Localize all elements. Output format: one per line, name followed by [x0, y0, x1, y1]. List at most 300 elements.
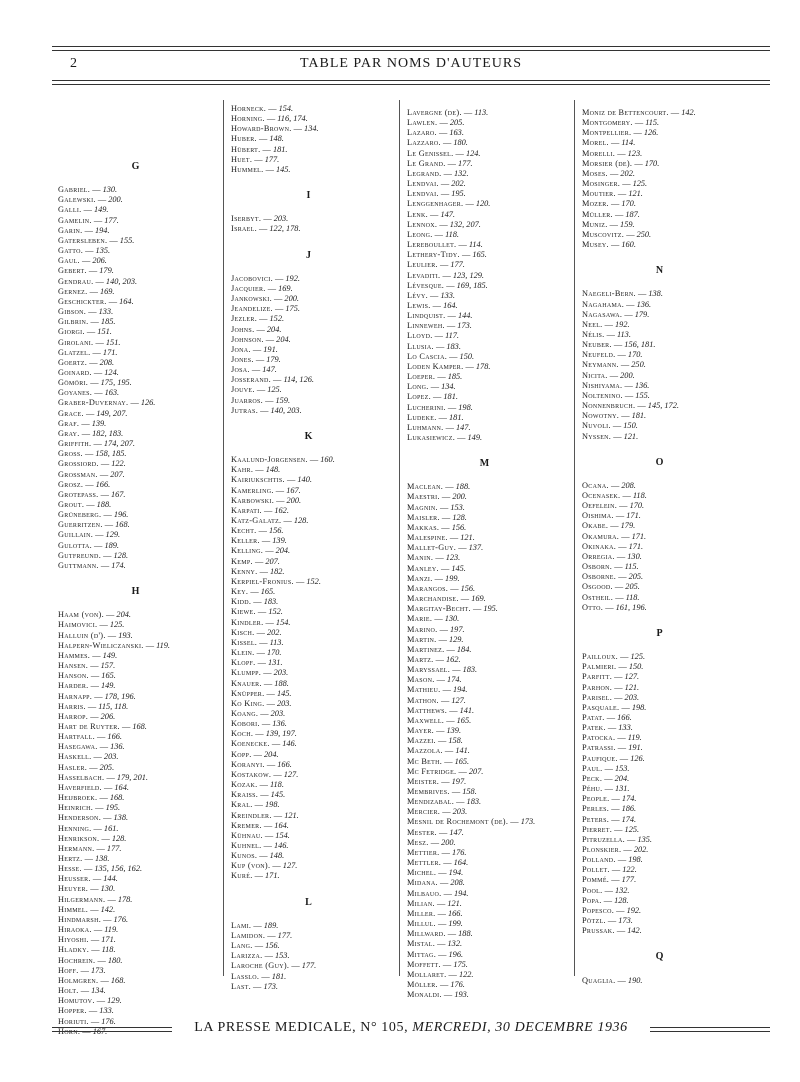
author-entry: Osborne. — 205.	[582, 572, 644, 582]
author-entry: Kühnau. — 154.	[231, 830, 290, 840]
author-entry: Heijbroek. — 168.	[58, 793, 125, 803]
author-entry: Kecht. — 156.	[231, 526, 284, 536]
page-header	[52, 56, 770, 76]
author-entry: Lennox. — 132, 207.	[407, 219, 481, 229]
author-entry: Peters. — 174.	[582, 814, 637, 824]
author-entry: Gulotta. — 189.	[58, 540, 119, 550]
author-entry: Johns. — 204.	[231, 324, 282, 334]
author-entry: Haskell. — 203.	[58, 752, 119, 762]
author-entry: Mathieu. — 194.	[407, 685, 468, 695]
author-entry: Mester. — 147.	[407, 827, 464, 837]
author-entry: Ostheil. — 118.	[582, 592, 640, 602]
author-entry: Quaglia. — 190.	[582, 975, 643, 985]
author-entry: Nagahama. — 136.	[582, 299, 652, 309]
author-entry: Hindmarsh. — 176.	[58, 914, 129, 924]
author-entry: Okamura. — 171.	[582, 531, 647, 541]
author-entry: Lawlen. — 205.	[407, 118, 465, 128]
author-entry: Lopez. — 181.	[407, 392, 458, 402]
author-entry: Midana. — 208.	[407, 878, 465, 888]
author-entry: Haam (von). — 204.	[58, 610, 131, 620]
author-entry: Haverfield. — 164.	[58, 782, 129, 792]
author-entry: Horn. — 167.	[58, 1026, 108, 1036]
author-entry: Hertz. — 138.	[58, 854, 110, 863]
author-entry: Harrop. — 206.	[58, 711, 116, 721]
author-entry: Jutras. — 140, 203.	[231, 405, 302, 415]
author-entry: People. — 174.	[582, 794, 637, 804]
author-entry: Ocenasek. — 118.	[582, 491, 647, 500]
author-entry: Halluin (d'). — 193.	[58, 630, 133, 640]
author-entry: Patat. — 166.	[582, 712, 632, 722]
author-entry: Mettier. — 176.	[407, 847, 467, 857]
author-entry: Muscovitz. — 250.	[582, 229, 652, 239]
author-entry: Manin. — 123.	[407, 553, 461, 563]
author-entry: Goinard. — 124.	[58, 367, 119, 377]
author-entry: Mosinger. — 125.	[582, 179, 648, 189]
author-entry: Hiyoshi. — 171.	[58, 935, 116, 945]
author-entry: Pollet. — 122.	[582, 865, 637, 875]
author-entry: Glatzel. — 171.	[58, 347, 118, 357]
author-entry: Laroche (Guy). — 177.	[231, 961, 317, 971]
author-entry: Lévy. — 133.	[407, 290, 455, 300]
author-entry: Levaditi. — 123, 129.	[407, 270, 484, 280]
author-entry: Grossiord. — 122.	[58, 459, 126, 469]
column-divider-2	[399, 100, 400, 976]
footer-publication: LA PRESSE MEDICALE, N° 105,	[194, 1020, 409, 1035]
author-entry: Nicita. — 200.	[582, 370, 635, 380]
author-entry: Lami. — 189.	[231, 920, 279, 930]
author-entry: Kisch. — 202.	[231, 627, 282, 637]
author-entry: Kidd. — 183.	[231, 597, 279, 607]
author-entry: Loden Kamper. — 178.	[407, 361, 491, 371]
page-footer	[52, 1020, 770, 1036]
author-entry: Okabe. — 179.	[582, 521, 636, 531]
author-entry: Howard-Brown. — 134.	[231, 124, 319, 134]
footer-rule-left	[52, 1027, 172, 1032]
author-entry: Gebert. — 179.	[58, 266, 114, 276]
author-entry: Martin. — 129.	[407, 634, 464, 644]
author-entry: Hladky. — 118.	[58, 945, 116, 955]
author-entry: Polland. — 198.	[582, 855, 643, 865]
author-entry: Mayer. — 139.	[407, 726, 462, 736]
author-entry: Jezler. — 152.	[231, 314, 285, 324]
author-entry: Morsier (de). — 170.	[582, 158, 660, 168]
author-entry: Kairiukschtis. — 140.	[231, 475, 312, 485]
author-entry: Horneck. — 154.	[231, 104, 294, 113]
author-entry: Holmgren. — 168.	[58, 975, 126, 985]
author-entry: Jacobovici. — 192.	[231, 273, 300, 283]
author-entry: Muniz. — 159.	[582, 219, 635, 229]
author-entry: Geschickter. — 164.	[58, 296, 134, 306]
author-entry: Matthews. — 141.	[407, 705, 475, 715]
author-entry: Israel. — 122, 178.	[231, 224, 301, 234]
author-entry: Mallet-Guy. — 137.	[407, 543, 484, 553]
author-column-1	[58, 146, 213, 1037]
author-entry: Ocana. — 208.	[582, 480, 636, 490]
author-entry: Katz-Galatz. — 128.	[231, 516, 309, 525]
section-letter-g: G	[131, 161, 140, 172]
author-entry: Hartfall. — 166.	[58, 732, 122, 742]
author-entry: Mittag. — 196.	[407, 949, 464, 959]
author-entry: Galli. — 149.	[58, 205, 109, 215]
author-entry: Mazzei. — 158.	[407, 736, 463, 746]
author-entry: Nélis. — 113.	[582, 329, 631, 339]
author-entry: Ko King. — 203.	[231, 698, 292, 708]
author-entry: Gendrau. — 140, 203.	[58, 276, 138, 286]
author-entry: Pailloux. — 125.	[582, 652, 646, 662]
author-entry: Kobori. — 136.	[231, 719, 287, 729]
author-entry: Giorgi. — 151.	[58, 327, 112, 337]
author-entry: Popa. — 128.	[582, 895, 629, 905]
author-entry: Nowotny. — 181.	[582, 411, 647, 421]
author-entry: Nishiyama. — 136.	[582, 380, 650, 390]
author-entry: Moses. — 202.	[582, 168, 635, 178]
author-entry: Prussak. — 142.	[582, 926, 642, 936]
author-entry: Le Grand. — 177.	[407, 158, 473, 168]
author-entry: Gross. — 158, 185.	[58, 449, 127, 459]
author-entry: Klopf. — 131.	[231, 658, 283, 668]
author-entry: Lazaro. — 163.	[407, 128, 464, 138]
author-entry: Neel. — 192.	[582, 319, 630, 329]
author-entry: Ludeke. — 181.	[407, 412, 464, 422]
author-entry: Gilbrin. — 185.	[58, 317, 116, 327]
author-entry: Guillain. — 129.	[58, 530, 121, 540]
author-entry: Millward. — 188.	[407, 929, 473, 939]
author-entry: Miller. — 166.	[407, 908, 463, 918]
author-entry: Milbauo. — 194.	[407, 888, 469, 898]
author-entry: Mason. — 174.	[407, 675, 462, 685]
author-entry: Goyanes. — 163.	[58, 388, 120, 398]
author-entry: Musey. — 160.	[582, 240, 636, 250]
author-entry: Josa. — 147.	[231, 365, 277, 375]
author-entry: Harnapp. — 178, 196.	[58, 691, 136, 701]
author-entry: Gernez. — 169.	[58, 286, 115, 296]
author-entry: Membrives. — 158.	[407, 787, 477, 796]
author-entry: Knüpper. — 145.	[231, 688, 292, 698]
footer-date: MERCREDI, 30 DECEMBRE 1936	[412, 1020, 628, 1035]
author-entry: Haimovici. — 125.	[58, 620, 125, 630]
author-entry: Lavergne (de). — 113.	[407, 108, 489, 117]
author-entry: Moffett. — 175.	[407, 959, 468, 969]
author-entry: Kerpiel-Fronius. — 152.	[231, 576, 321, 586]
author-entry: Hoff. — 173.	[58, 965, 106, 975]
author-entry: Morel. — 114.	[582, 138, 636, 148]
author-entry: Patek. — 133.	[582, 723, 633, 733]
author-entry: Harris. — 115, 118.	[58, 701, 129, 711]
author-entry: Patrassi. — 191.	[582, 743, 643, 753]
author-column-3	[407, 108, 562, 1000]
author-entry: Morelli. — 123.	[582, 148, 643, 158]
author-entry: Griffith. — 174, 207.	[58, 439, 136, 449]
author-entry: Henrikson. — 128.	[58, 833, 127, 843]
author-entry: Guerritzen. — 168.	[58, 520, 130, 530]
author-entry: Kenny. — 182.	[231, 566, 285, 576]
author-entry: Péhu. — 131.	[582, 784, 630, 794]
author-entry: Heinrich. — 195.	[58, 803, 121, 813]
author-entry: Hiraoka. — 119.	[58, 925, 119, 935]
author-entry: Grossman. — 207.	[58, 469, 125, 479]
author-entry: Montpellier. — 126.	[582, 128, 659, 138]
author-entry: Kraiss. — 145.	[231, 790, 286, 800]
author-entry: Gamelin. — 177.	[58, 215, 119, 225]
author-entry: Hilgermann. — 178.	[58, 894, 133, 904]
top-rule-upper	[52, 46, 770, 51]
author-entry: Peck. — 204.	[582, 773, 630, 783]
author-entry: Kindler. — 154.	[231, 617, 291, 627]
author-entry: Patocka. — 119.	[582, 733, 642, 743]
author-entry: Loeper. — 185.	[407, 372, 463, 382]
section-letter-j: J	[306, 249, 311, 261]
author-entry: Paul. — 153.	[582, 763, 630, 773]
author-entry: Lucherini. — 198.	[407, 402, 473, 412]
author-entry: Horiuti. — 176.	[58, 1016, 116, 1026]
author-entry: Long. — 134.	[407, 382, 456, 392]
author-entry: Malespine. — 121.	[407, 533, 475, 543]
author-entry: Oishima. — 171.	[582, 511, 641, 521]
author-entry: Mistal. — 132.	[407, 939, 463, 949]
author-entry: Leong. — 118.	[407, 229, 459, 239]
author-entry: Montgomery. — 115.	[582, 118, 660, 128]
author-entry: Manley. — 145.	[407, 563, 466, 573]
author-entry: Gutfreund. — 128.	[58, 550, 129, 560]
author-entry: Jankowski. — 200.	[231, 294, 299, 304]
author-entry: Kiewe. — 152.	[231, 607, 283, 617]
author-entry: Mesnil de Rochemont (de). — 173.	[407, 817, 536, 827]
author-entry: Margitay-Becht. — 195.	[407, 604, 498, 614]
author-entry: Hopper. — 133.	[58, 1006, 114, 1016]
author-entry: Juarros. — 159.	[231, 395, 291, 405]
author-entry: Lamidon. — 177.	[231, 930, 293, 940]
author-entry: Garin. — 194.	[58, 225, 110, 235]
author-entry: Manzi. — 199.	[407, 573, 460, 583]
author-entry: Gabriel. — 130.	[58, 185, 118, 195]
author-entry: Holt. — 134.	[58, 986, 106, 996]
author-entry: Pasquale. — 198.	[582, 702, 647, 712]
author-entry: Lewis. — 164.	[407, 300, 458, 310]
author-entry: Hochrein. — 180.	[58, 955, 123, 965]
author-entry: Lethery-Tidy. — 165.	[407, 250, 487, 260]
author-entry: Parfitt. — 127.	[582, 672, 640, 682]
author-entry: Johnson. — 204.	[231, 334, 291, 344]
author-entry: Neuber. — 156, 181.	[582, 340, 656, 350]
author-entry: Klein. — 170.	[231, 648, 282, 658]
author-entry: Popesco. — 192.	[582, 905, 642, 915]
author-entry: Moutier. — 121.	[582, 189, 643, 199]
author-entry: Koch. — 139, 197.	[231, 729, 297, 739]
author-entry: Linneweh. — 173.	[407, 321, 472, 331]
author-entry: Meister. — 197.	[407, 776, 467, 786]
author-entry: Martinez. — 184.	[407, 644, 472, 654]
author-entry: Parisel. — 203.	[582, 692, 640, 702]
author-entry: Millul. — 199.	[407, 919, 463, 929]
author-entry: Martz. — 162.	[407, 654, 461, 664]
author-entry: Homutov. — 129.	[58, 996, 122, 1006]
top-rule-lower	[52, 80, 770, 85]
section-letter-k: K	[304, 430, 313, 442]
author-entry: Mettler. — 164.	[407, 858, 469, 868]
author-entry: Key. — 165.	[231, 587, 276, 597]
author-entry: Harder. — 149.	[58, 681, 116, 691]
author-entry: Hammes. — 149.	[58, 650, 118, 660]
author-entry: Mesz. — 200.	[407, 837, 456, 847]
author-entry: Kremer. — 164.	[231, 820, 289, 830]
author-entry: Milian. — 121.	[407, 898, 462, 908]
author-entry: Michel. — 194.	[407, 868, 464, 878]
author-entry: Gaul. — 206.	[58, 256, 107, 266]
author-entry: Heusser. — 144.	[58, 874, 118, 884]
author-entry: Gray. — 182, 183.	[58, 428, 124, 438]
author-entry: Gömöri. — 175, 195.	[58, 378, 132, 388]
author-entry: Mollaret. — 122.	[407, 969, 474, 979]
author-entry: Monaldi. — 193.	[407, 990, 469, 1000]
author-entry: Graf. — 139.	[58, 418, 107, 428]
author-entry: Huet. — 177.	[231, 154, 280, 164]
author-entry: Halpern-Wieliczanski. — 119.	[58, 640, 170, 650]
author-entry: Nyssen. — 121.	[582, 431, 639, 441]
author-entry: Kahr. — 148.	[231, 465, 281, 475]
author-entry: Hasegawa. — 136.	[58, 742, 125, 752]
author-entry: Hasselbach. — 179, 201.	[58, 772, 148, 782]
section-letter-n: N	[655, 265, 664, 277]
author-entry: Jones. — 179.	[231, 354, 281, 364]
author-entry: Mendizabal. — 183.	[407, 797, 482, 807]
author-entry: Hart de Ruyter. — 168.	[58, 721, 147, 731]
author-entry: Kreindler. — 121.	[231, 810, 299, 820]
author-entry: Grosz. — 166.	[58, 479, 111, 489]
author-entry: Pötzl. — 173.	[582, 916, 633, 926]
author-entry: Grout. — 188.	[58, 500, 112, 509]
author-entry: Neufeld. — 170.	[582, 350, 643, 360]
author-entry: Kamerling. — 167.	[231, 485, 301, 495]
author-entry: Girolani. — 151.	[58, 337, 121, 347]
author-entry: Kral. — 198.	[231, 800, 280, 810]
section-letter-m: M	[479, 458, 490, 470]
author-entry: Marie. — 130.	[407, 614, 460, 624]
author-entry: Jeandelize. — 175.	[231, 304, 300, 314]
author-entry: Plonskier. — 202.	[582, 845, 649, 854]
author-entry: Hanson. — 165.	[58, 671, 116, 681]
page-number: 2	[70, 56, 77, 71]
author-entry: Marino. — 197.	[407, 624, 465, 634]
author-entry: Grotepass. — 167.	[58, 489, 126, 499]
author-entry: Lendvai. — 195.	[407, 189, 466, 199]
author-entry: Maestri. — 200.	[407, 492, 467, 502]
author-entry: Horning. — 116, 174.	[231, 114, 308, 124]
author-entry: Karbowski. — 200.	[231, 495, 302, 505]
author-entry: Lasslo. — 181.	[231, 971, 287, 981]
author-entry: Kelling. — 204.	[231, 546, 291, 556]
author-entry: Kozak. — 118.	[231, 780, 284, 790]
author-entry: Marangos. — 156.	[407, 583, 476, 593]
author-entry: Hansen. — 157.	[58, 661, 116, 671]
author-entry: Lenk. — 147.	[407, 209, 455, 219]
author-entry: Kuré. — 171.	[231, 871, 280, 881]
page-title: TABLE PAR NOMS D'AUTEURS	[299, 56, 523, 71]
author-entry: Keller. — 139.	[231, 536, 287, 546]
author-entry: Lindquist. — 144.	[407, 311, 473, 321]
author-entry: Iserbyt. — 203.	[231, 214, 289, 224]
author-entry: Josserand. — 114, 126.	[231, 375, 314, 385]
author-entry: Mc Fetridge. — 207.	[407, 766, 484, 776]
author-entry: Last. — 173.	[231, 981, 278, 991]
author-entry: Pitruzella. — 135.	[582, 834, 652, 844]
author-entry: Lazzaro. — 180.	[407, 138, 468, 148]
author-entry: Huber. — 148.	[231, 134, 284, 144]
author-entry: Lereboullet. — 114.	[407, 240, 483, 250]
author-entry: Müller. — 187.	[582, 209, 640, 219]
author-entry: Naegeli-Bern. — 138.	[582, 289, 663, 299]
author-entry: Gatto. — 135.	[58, 246, 111, 256]
author-entry: Otto. — 161, 196.	[582, 602, 647, 612]
section-letter-o: O	[655, 456, 664, 468]
section-letter-h: H	[131, 586, 140, 598]
author-entry: Pommé. — 177.	[582, 875, 637, 885]
author-entry: Gatersleben. — 155.	[58, 235, 135, 245]
author-entry: Noltenino. — 155.	[582, 390, 650, 400]
author-entry: Karpati. — 162.	[231, 505, 289, 515]
author-entry: Gibson. — 133.	[58, 307, 114, 317]
column-divider-1	[223, 100, 224, 976]
author-entry: Leulier. — 177.	[407, 260, 465, 270]
author-entry: Nagasawa. — 179.	[582, 309, 650, 319]
column-divider-3	[574, 100, 575, 976]
author-entry: Lloyd. — 117.	[407, 331, 459, 341]
author-entry: Llusia. — 183.	[407, 341, 461, 351]
author-entry: Kostakow. — 127.	[231, 769, 299, 779]
author-entry: Pool. — 132.	[582, 885, 630, 895]
author-entry: Orregia. — 130.	[582, 551, 642, 561]
author-entry: Hesse. — 135, 156, 162.	[58, 864, 143, 874]
author-entry: Oefelein. — 170.	[582, 501, 645, 511]
author-entry: Grüneberg. — 196.	[58, 510, 129, 520]
author-entry: Osborn. — 115.	[582, 562, 639, 572]
author-entry: Mazzola. — 141.	[407, 746, 470, 756]
author-entry: Nuvoli. — 150.	[582, 421, 638, 431]
author-entry: Paufique. — 126.	[582, 753, 645, 763]
author-entry: Henderson. — 138.	[58, 813, 129, 823]
author-column-4	[582, 108, 737, 986]
section-letter-l: L	[305, 896, 312, 908]
author-entry: Lenggenhager. — 120.	[407, 199, 491, 209]
footer-rule-right	[650, 1027, 770, 1032]
section-letter-q: Q	[655, 951, 664, 963]
author-entry: Koranyi. — 166.	[231, 759, 292, 769]
author-entry: Maisler. — 128.	[407, 512, 467, 522]
author-entry: Goertz. — 208.	[58, 357, 115, 367]
author-entry: Lo Cascia. — 150.	[407, 351, 475, 361]
author-entry: Magnin. — 153.	[407, 502, 465, 512]
author-entry: Graber-Duvernay. — 126.	[58, 398, 156, 408]
author-entry: Kemp. — 207.	[231, 556, 280, 566]
author-entry: Kaalund-Jorgensen. — 160.	[231, 455, 335, 465]
author-entry: Kunos. — 148.	[231, 851, 285, 861]
author-entry: Grace. — 149, 207.	[58, 408, 128, 418]
author-entry: Koang. — 203.	[231, 708, 286, 718]
author-entry: Jacquier. — 169.	[231, 283, 293, 293]
author-entry: Klumpp. — 203.	[231, 668, 289, 678]
author-entry: Marchandise. — 169.	[407, 594, 486, 604]
author-entry: Kuhnel. — 146.	[231, 841, 289, 850]
author-column-2	[231, 104, 386, 992]
author-entry: Kopp. — 204.	[231, 749, 279, 759]
author-entry: Lévesque. — 169, 185.	[407, 280, 488, 290]
author-entry: Osgood. — 205.	[582, 582, 640, 592]
author-entry: Jona. — 191.	[231, 344, 278, 354]
author-entry: Kissel. — 113.	[231, 637, 284, 647]
author-entry: Hummel. — 145.	[231, 164, 291, 174]
author-entry: Hübert. — 181.	[231, 144, 288, 154]
section-letter-i: I	[306, 190, 311, 202]
author-entry: Pierret. — 125.	[582, 824, 640, 834]
